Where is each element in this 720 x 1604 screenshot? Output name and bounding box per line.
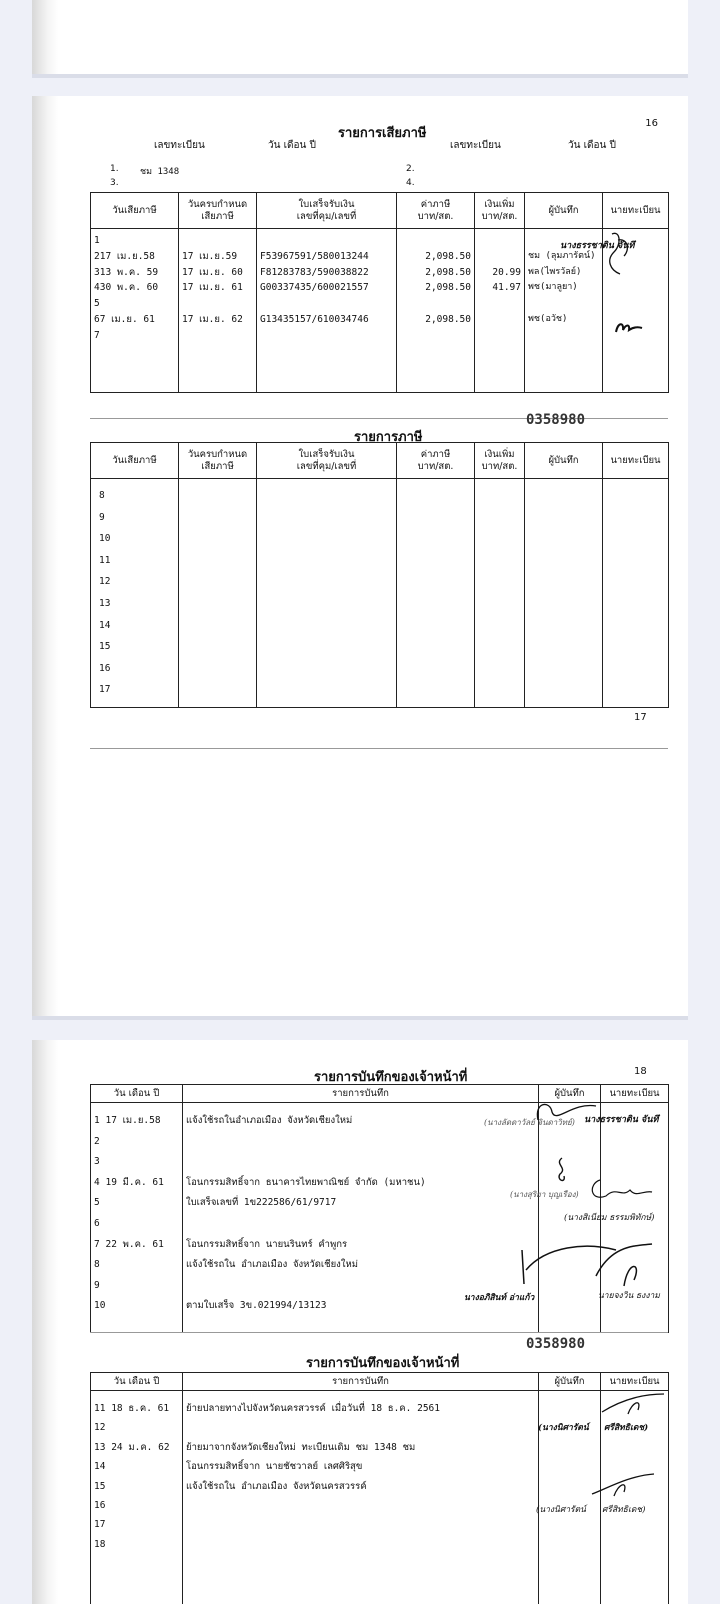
signature-scribble-icon [516, 1240, 656, 1292]
signature-scribble-icon [588, 1470, 658, 1500]
recorder-note-10a: นางอภิสินท์ อ่าแก้ว [464, 1293, 535, 1303]
signature-scribble-icon [586, 1176, 656, 1206]
table-row: 2 [94, 1135, 100, 1147]
page-bottom-line [90, 748, 668, 749]
reg-header-col1: เลขทะเบียน [154, 140, 205, 151]
col-header-recorder: ผู้บันทึก [539, 1085, 601, 1103]
date-column [91, 1103, 183, 1333]
reg-entry-2-no: 2. [406, 164, 415, 174]
col-header-date: วัน เดือน ปี [91, 1373, 183, 1391]
table-row: 67 เม.ย. 61 [94, 313, 155, 325]
table-row: 16 [94, 1500, 106, 1512]
table-row: 12 [94, 1422, 106, 1434]
col-header-recorder: ผู้บันทึก [539, 1373, 601, 1391]
col-header-registrar: นายทะเบียน [601, 1085, 669, 1103]
recorder-note-5: (นางสุริยา บุญเรือง) [510, 1190, 579, 1199]
document-page-18-19 [32, 1040, 688, 1604]
page-separator [32, 74, 688, 78]
table-row: 1 17 เม.ย.58 [94, 1115, 161, 1126]
list-item: 16 [99, 662, 111, 674]
tax-cell: 2,098.50 [425, 250, 471, 262]
page-fragment-top [32, 0, 688, 78]
scan-edge [32, 1040, 58, 1604]
signature-scribble-icon [602, 230, 642, 276]
reg-entry-1-value: ชม 1348 [140, 167, 180, 177]
reg-header-col3: เลขทะเบียน [450, 140, 501, 151]
document-page-16-17 [32, 96, 688, 1020]
list-item: 12 [99, 576, 111, 588]
signature-name-16: นางธรรชาติน จันทึ [560, 241, 635, 251]
record-cell: แจ้งใช้รถในอำเภอเมือง จังหวัดเชียงใหม่ [186, 1115, 353, 1126]
table-row: 18 [94, 1538, 106, 1550]
col-header-recorder: ผู้บันทึก [525, 193, 603, 229]
recorder-note-15b: ศรีสิทธิเดช) [602, 1505, 646, 1515]
list-item: 17 [99, 684, 111, 696]
record-cell: โอนกรรมสิทธิ์จาก ธนาคารไทยพาณิชย์ จำกัด (มหาชน) [186, 1176, 426, 1188]
signature-scribble-icon [532, 1098, 602, 1128]
col-header-paid-date: วันเสียภาษี [91, 443, 179, 479]
col-header-extra: เงินเพิ่ม บาท/สต. [475, 193, 525, 229]
list-item: 14 [99, 619, 111, 631]
col-header-receipt: ใบเสร็จรับเงิน เลขที่คุม/เลขที่ [257, 193, 397, 229]
table-row: 9 [94, 1279, 100, 1291]
record-cell: แจ้งใช้รถใน อำเภอเมือง จังหวัดเชียงใหม่ [186, 1259, 358, 1271]
table-row: 1 [94, 235, 100, 246]
record-column [183, 1391, 539, 1604]
table-row: 15 [94, 1480, 106, 1492]
reg-header-col4: วัน เดือน ปี [568, 140, 616, 151]
table-row: 6 [94, 1217, 100, 1229]
col-header-tax: ค่าภาษี บาท/สต. [397, 443, 475, 479]
serial-number: 0358980 [526, 412, 586, 428]
table-row: 13 24 ม.ค. 62 [94, 1441, 170, 1453]
reg-entry-3-no: 3. [110, 178, 119, 188]
officer-record-title-2: รายการบันทึกของเจ้าหน้าที่ [306, 1356, 460, 1371]
tax-cell: 2,098.50 [425, 282, 471, 294]
recorder-note-15a: (นางนิศารัตน์ [536, 1505, 586, 1515]
table-row: 10 [94, 1300, 106, 1312]
table-row: 4 19 มี.ค. 61 [94, 1176, 164, 1188]
col-header-record: รายการบันทึก [183, 1373, 539, 1391]
extra-column [475, 229, 525, 393]
col-header-date: วัน เดือน ปี [91, 1085, 183, 1103]
col-header-registrar: นายทะเบียน [603, 443, 669, 479]
record-cell: แจ้งใช้รถใน อำเภอเมือง จังหวัดนครสวรรค์ [186, 1480, 367, 1492]
table-row: 7 [94, 329, 100, 341]
due-date-cell: 17 เม.ย.59 [182, 250, 238, 262]
extra-cell: 41.97 [492, 282, 521, 294]
row-number-column [91, 479, 179, 708]
col-header-extra: เงินเพิ่ม บาท/สต. [475, 443, 525, 479]
initial-scribble-icon [614, 320, 644, 336]
page-number-16: 16 [645, 118, 658, 129]
recorder-note-11a: (นางนิศารัตน์ [538, 1423, 589, 1433]
recorder-note-1: (นางลัดดาวัลย์ จินดาวิทย์) [484, 1118, 575, 1127]
col-header-registrar: นายทะเบียน [603, 193, 669, 229]
page-number-17: 17 [634, 712, 647, 723]
tax-column [397, 229, 475, 393]
record-cell: ย้ายมาจากจังหวัดเชียงใหม่ ทะเบียนเดิม ชม 1348 ชม [186, 1441, 416, 1453]
list-item: 15 [99, 641, 111, 653]
due-date-cell: 17 เม.ย. 60 [182, 266, 243, 278]
receipt-column [257, 229, 397, 393]
recorder-cell: ชม (ลุมภารัตน์) [528, 250, 596, 261]
record-cell: โอนกรรมสิทธิ์จาก นายนรินทร์ คำพูกร [186, 1238, 348, 1250]
serial-number: 0358980 [526, 1336, 586, 1352]
signature-scribble-icon [598, 1390, 668, 1418]
table-row: 17 [94, 1519, 106, 1531]
record-cell: ใบเสร็จเลขที่ 1ข222586/61/9717 [186, 1197, 337, 1209]
due-date-cell: 17 เม.ย. 62 [182, 313, 243, 325]
tax-list-title: รายการภาษี [354, 430, 423, 445]
reg-header-col2: วัน เดือน ปี [268, 140, 316, 151]
page-divider [90, 1332, 668, 1333]
col-header-due-date: วันครบกำหนด เสียภาษี [179, 193, 257, 229]
officer-record-table-2 [90, 1372, 669, 1604]
table-row: 313 พ.ค. 59 [94, 266, 159, 278]
due-date-column [179, 229, 257, 393]
table-row: 14 [94, 1461, 106, 1473]
recorder-note-10b: นายจงวิน ธงงาม [598, 1291, 660, 1301]
table-row: 8 [94, 1259, 100, 1271]
due-date-cell: 17 เม.ย. 61 [182, 282, 243, 294]
receipt-cell: F81283783/590038822 [260, 266, 369, 278]
recorder-note-1b: นางธรรชาติน จันทึ [584, 1115, 659, 1125]
record-cell: ย้ายปลายทางไปจังหวัดนครสวรรค์ เมื่อวันที่ 18 ธ.ค. 2561 [186, 1403, 440, 1414]
list-item: 10 [99, 533, 111, 545]
receipt-cell: F53967591/580013244 [260, 250, 369, 262]
table-row: 5 [94, 1197, 100, 1209]
paid-date-column [91, 229, 179, 393]
recorder-column [525, 229, 603, 393]
recorder-cell: พช(มาลูยา) [528, 282, 578, 293]
table-row: 5 [94, 298, 100, 310]
col-header-record: รายการบันทึก [183, 1085, 539, 1103]
table-row: 3 [94, 1156, 100, 1168]
table-row: 217 เม.ย.58 [94, 250, 155, 262]
tax-list-table [90, 442, 669, 708]
reg-entry-4-no: 4. [406, 178, 415, 188]
page-number-18: 18 [634, 1066, 647, 1077]
record-cell: ตามใบเสร็จ 3ข.021994/13123 [186, 1300, 327, 1312]
scan-edge [32, 96, 58, 1020]
col-header-due-date: วันครบกำหนด เสียภาษี [179, 443, 257, 479]
recorder-note-11b: ศรีสิทธิเดช) [604, 1423, 649, 1433]
list-item: 11 [99, 554, 111, 566]
table-row: 11 18 ธ.ค. 61 [94, 1403, 170, 1414]
col-header-recorder: ผู้บันทึก [525, 443, 603, 479]
record-cell: โอนกรรมสิทธิ์จาก นายชัชวาลย์ เลศศิริสุข [186, 1461, 363, 1473]
tax-payment-table [90, 192, 669, 393]
tax-cell: 2,098.50 [425, 313, 471, 325]
receipt-cell: G00337435/600021557 [260, 282, 369, 294]
tax-cell: 2,098.50 [425, 266, 471, 278]
table-row: 7 22 พ.ค. 61 [94, 1238, 164, 1250]
recorder-cell: พช(อวัช) [528, 313, 568, 324]
recorder-note-7: (นางสิเนียม ธรรมพิทักษ์) [564, 1213, 655, 1223]
list-item: 9 [99, 511, 105, 523]
col-header-receipt: ใบเสร็จรับเงิน เลขที่คุม/เลขที่ [257, 443, 397, 479]
list-item: 8 [99, 490, 105, 501]
reg-entry-1-no: 1. [110, 164, 119, 174]
date-column [91, 1391, 183, 1604]
recorder-cell: พล(ไพรวัลย์) [528, 266, 582, 277]
extra-cell: 20.99 [492, 266, 521, 278]
signature-scribble-icon [552, 1156, 572, 1186]
col-header-paid-date: วันเสียภาษี [91, 193, 179, 229]
table-row: 430 พ.ค. 60 [94, 282, 159, 294]
col-header-registrar: นายทะเบียน [601, 1373, 669, 1391]
col-header-tax: ค่าภาษี บาท/สต. [397, 193, 475, 229]
receipt-cell: G13435157/610034746 [260, 313, 369, 325]
tax-payment-title: รายการเสียภาษี [338, 126, 427, 141]
page-separator [32, 1016, 688, 1020]
officer-record-title: รายการบันทึกของเจ้าหน้าที่ [314, 1070, 468, 1085]
scan-edge [32, 0, 58, 78]
list-item: 13 [99, 597, 111, 609]
